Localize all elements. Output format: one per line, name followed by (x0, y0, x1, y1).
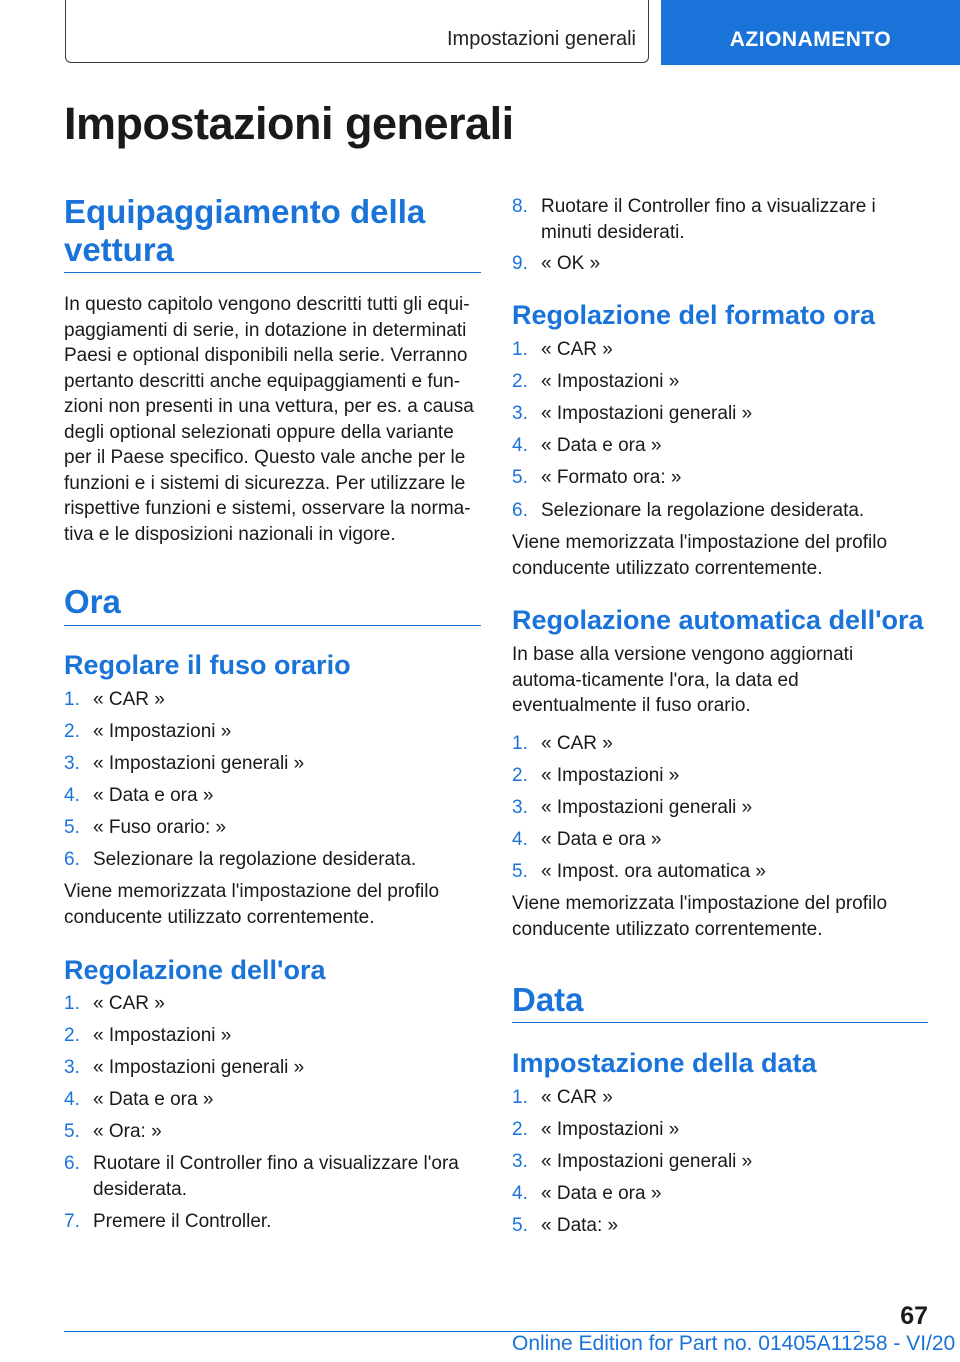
step-number: 6. (64, 849, 80, 870)
step-text: « Impostazioni » (541, 765, 680, 786)
formato-note: Viene memorizzata l'impostazione del profilo conducente utilizzato correntemente. (512, 532, 888, 579)
heading-formato-ora: Regolazione del formato ora (512, 300, 876, 330)
step-number: 2. (512, 1119, 528, 1140)
step-text: Ruotare il Controller fino a visualizzare l'ora desiderata. (93, 1153, 459, 1200)
step-number: 5. (512, 467, 528, 488)
step-number: 2. (512, 371, 528, 392)
header-section-title: Impostazioni generali (447, 28, 636, 50)
step-number: 6. (512, 500, 528, 521)
step-number: 7. (64, 1211, 80, 1232)
step-text: « CAR » (93, 993, 165, 1014)
step-text: « Impostazioni generali » (93, 1057, 305, 1078)
step-number: 4. (512, 829, 528, 850)
header-chapter-tab[interactable] (661, 0, 960, 65)
step-number: 4. (64, 1089, 80, 1110)
step-text: « Impostazioni » (541, 1119, 680, 1140)
step-number: 1. (64, 689, 80, 710)
step-text: « Impostazioni generali » (541, 1151, 753, 1172)
step-number: 4. (512, 435, 528, 456)
step-text: « Impostazioni generali » (93, 753, 305, 774)
step-text: « Data e ora » (93, 1089, 214, 1110)
step-text: « Ora: » (93, 1121, 162, 1142)
step-number: 5. (512, 1215, 528, 1236)
heading-data: Data (512, 981, 928, 1023)
fuso-note: Viene memorizzata l'impostazione del profilo conducente utilizzato correntemente. (64, 881, 440, 928)
step-number: 2. (64, 721, 80, 742)
step-text: « OK » (541, 253, 601, 274)
step-text: « Impostazioni generali » (541, 403, 753, 424)
step-text: « Impost. ora automatica » (541, 861, 766, 882)
step-text: « Impostazioni » (541, 371, 680, 392)
step-text: « Data e ora » (93, 785, 214, 806)
step-text: Ruotare il Controller fino a visualizzare i minuti desiderati. (541, 196, 876, 243)
step-number: 2. (64, 1025, 80, 1046)
step-number: 3. (64, 1057, 80, 1078)
step-number: 3. (512, 403, 528, 424)
step-number: 8. (512, 196, 528, 217)
header-chapter-label: AZIONAMENTO (729, 28, 892, 51)
step-text: « Data e ora » (541, 435, 662, 456)
step-number: 3. (512, 797, 528, 818)
step-number: 1. (512, 733, 528, 754)
footer-edition: Online Edition for Part no. 01405A11258 - VI/20 (512, 1332, 956, 1355)
step-number: 1. (512, 1087, 528, 1108)
step-text: « Impostazioni generali » (541, 797, 753, 818)
step-text: Premere il Controller. (93, 1211, 272, 1232)
step-number: 1. (64, 993, 80, 1014)
step-number: 2. (512, 765, 528, 786)
step-text: « CAR » (541, 339, 613, 360)
heading-ora-automatica: Regolazione automatica dell'ora (512, 605, 924, 635)
step-text: « Data e ora » (541, 829, 662, 850)
step-text: « CAR » (541, 733, 613, 754)
step-text: « Data e ora » (541, 1183, 662, 1204)
ora-automatica-note: Viene memorizzata l'impostazione del profilo conducente utilizzato correntemente. (512, 893, 888, 940)
page-title: Impostazioni generali (64, 98, 514, 149)
step-text: « CAR » (541, 1087, 613, 1108)
equipaggiamento-paragraph: In questo capitolo vengono descritti tutti gli equi-paggiamenti di serie, in dotazione in determinati Paesi e optional disponibili nella serie. Verranno pertanto descritti anche equipaggiamenti e fun-zioni non presenti in una vettura, per es. a causa degli optional selezionati oppure della variante per il Paese specifico. Questo vale anche per le funzioni e i sistemi di sicurezza. Per utilizzare le rispettive funzioni e sistemi, osservare la norma-tiva e le disposizioni nazionali in vigore. (64, 294, 474, 545)
step-text: Selezionare la regolazione desiderata. (541, 500, 865, 521)
step-number: 3. (512, 1151, 528, 1172)
step-number: 5. (64, 1121, 80, 1142)
step-text: « CAR » (93, 689, 165, 710)
step-number: 4. (64, 785, 80, 806)
heading-impostazione-data: Impostazione della data (512, 1048, 817, 1078)
step-number: 4. (512, 1183, 528, 1204)
step-text: « Formato ora: » (541, 467, 682, 488)
step-text: « Fuso orario: » (93, 817, 227, 838)
heading-equipaggiamento: Equipaggiamento della vettura (64, 193, 481, 273)
step-number: 1. (512, 339, 528, 360)
heading-regolazione-ora: Regolazione dell'ora (64, 955, 326, 985)
step-text: « Impostazioni » (93, 1025, 232, 1046)
heading-fuso-orario: Regolare il fuso orario (64, 650, 351, 680)
page-number: 67 (900, 1302, 928, 1330)
step-number: 5. (512, 861, 528, 882)
step-text: Selezionare la regolazione desiderata. (93, 849, 417, 870)
step-number: 6. (64, 1153, 80, 1174)
step-number: 3. (64, 753, 80, 774)
step-text: « Data: » (541, 1215, 619, 1236)
heading-ora: Ora (64, 583, 481, 626)
step-number: 5. (64, 817, 80, 838)
step-number: 9. (512, 253, 528, 274)
header-section-box (65, 0, 649, 63)
step-text: « Impostazioni » (93, 721, 232, 742)
ora-automatica-paragraph: In base alla versione vengono aggiornati automa-ticamente l'ora, la data ed eventualmente il fuso orario. (512, 644, 854, 716)
